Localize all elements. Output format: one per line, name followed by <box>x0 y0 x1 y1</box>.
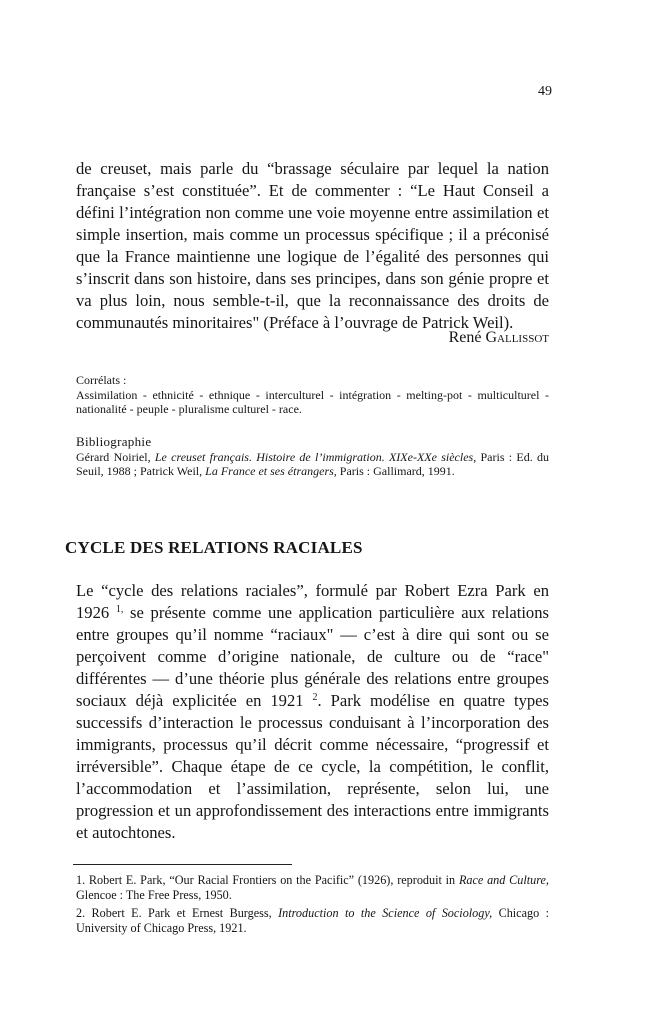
footnote-2-publisher: Chicago : University of Chicago Press, 1921. <box>76 906 549 935</box>
section-text-part-3: . Park modélise en quatre types successifs d’interaction le processus conduisant à l’incorporation des immigrants, processus qu’il décrit comme nécessaire, “progressif et irréversible”. Chaque étape de ce cycle, la compétition, le conflit, l’accommodation et l’assimilation, représente, selon lui, une progression et un approfondissement des interactions entre immigrants et autochtones. <box>76 691 549 842</box>
author-first-name: René <box>448 329 482 346</box>
footnote-ref-2[interactable]: 2 <box>312 692 318 703</box>
footnote-2-text: 2. Robert E. Park et Ernest Burgess, <box>76 906 279 920</box>
footnote-divider <box>73 864 292 865</box>
footnote-1-text: 1. Robert E. Park, “Our Racial Frontiers on the Pacific” (1926), reproduit in <box>76 873 459 887</box>
bibliography-block <box>76 435 549 479</box>
correlats-label: Corrélats : <box>76 373 127 387</box>
intro-text: de creuset, mais parle du “brassage séculaire par lequel la nation française s’est constituée”. Et de commenter : “Le Haut Conseil a défini l’intégration non comme une voie moyenne entre assimilation et simple insertion, mais comme un processus spécifique ; il a préconisé que la France maintienne une logique de l’égalité des personnes qui s’inscrit dans son histoire, dans ses principes, dans son génie propre et va plus loin, nous semble-t-il, que la reconnaissance des droits de communautés minoritaires" (Préface à l’ouvrage de Patrick Weil). <box>76 159 549 332</box>
bibliography-label: Bibliographie <box>76 434 152 449</box>
ref1-author: Gérard Noiriel, <box>76 449 155 464</box>
ref1-publisher: Paris : Ed. du Seuil, 1988 ; Patrick Weil, <box>76 449 550 478</box>
section-text <box>76 580 549 844</box>
ref2-publisher: Paris : Gallimard, 1991. <box>336 464 455 478</box>
page-number: 49 <box>538 84 552 99</box>
footnote-2-title: Introduction to the Science of Sociology, <box>278 906 493 920</box>
correlats-block <box>76 373 549 417</box>
ref1-title: Le creuset français. Histoire de l’immigration. XIXe-XXe siècles, <box>154 449 477 464</box>
section-text-part-1: Le “cycle des relations raciales”, formulé par Robert Ezra Park en 1926 <box>76 581 549 622</box>
footnote-ref-1[interactable]: 1, <box>115 604 124 615</box>
footnote-1-title: Race and Culture, <box>458 873 549 887</box>
footnotes <box>76 873 549 939</box>
ref2-title: La France et ses étrangers, <box>205 464 337 478</box>
footnote-1 <box>76 873 549 902</box>
footnote-1-publisher: Glencoe : The Free Press, 1950. <box>76 887 232 902</box>
author-last-name: Gallissot <box>485 329 549 346</box>
footnote-2 <box>76 906 549 935</box>
article-author <box>300 329 549 347</box>
section-heading: CYCLE DES RELATIONS RACIALES <box>65 538 363 557</box>
section-text-part-2: se présente comme une application particulière aux relations entre groupes qu’il nomme “raciaux" — c’est à dire qui sont ou se perçoivent comme d’origine nationale, de culture ou de “race" différentes — d’une théorie plus générale des relations entre groupes sociaux déjà explicitée en 1921 <box>76 603 549 710</box>
intro-paragraph <box>76 158 549 334</box>
bibliography-entry <box>76 450 549 479</box>
correlats-list: Assimilation - ethnicité - ethnique - interculturel - intégration - melting-pot - multiculturel - nationalité - peuple - pluralisme culturel - race. <box>76 387 549 416</box>
section-paragraph <box>76 580 549 844</box>
